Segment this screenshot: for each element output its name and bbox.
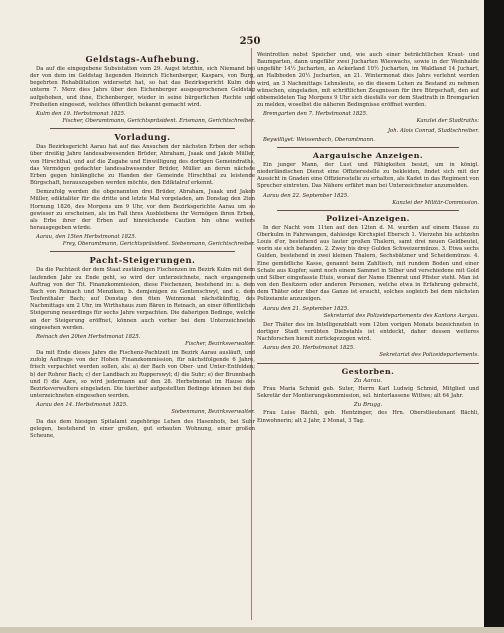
aargauische-paragraph: Ein junger Mann, der Lust und Fähigkeiten besizt, um in königl. niederländischen Dienst eine Offiziersstelle zu bekleiden, findet sich mit der Aussicht in Gnaden eine Offiziersstelle zu erhalten, als Kadet in das Regiment von Sprecher eintreten. Das Nähere erfährt man bei Unterzeichneter anzumelden. (257, 161, 479, 190)
section-heading-geldstags: Geldstags-Aufhebung. (85, 54, 200, 64)
polizei-date-1: Aarau den 21. September 1825. (263, 305, 349, 312)
section-heading-aargauische: Aargauische Anzeigen. (312, 150, 424, 160)
aargauische-signature: Kanzlei der Militär-Commission. (392, 199, 479, 206)
vorladung-paragraph-2: Demzufolg werden die obgenannten drei Brüder, Abraham, Jsaak und Jakob Müller, ediktaliter für die dritte und letzte Mal vorgeladen, am Donstag den 2ten Hornung 1826, des Morgens um 9 Uhr, vor dem Bezirksgerichte Aarau um so gewisser zu erscheinen, als im Fall ihres Ausbleibens ihr Vermögen ihren Erben, als Erbe ihrer der Erben auf hinreichende Caution hin ohne weiters herausgegeben würde. (30, 189, 255, 231)
section-rule (50, 251, 235, 252)
dark-page-edge (484, 0, 504, 633)
gestorben-paragraph-2: Frau Luise Bächli, geb. Hentzinger, des Hrn. Oberstlieutenant Bächli, Einwohnerin; alt 2 Jahr, 2 Monat, 3 Tag. (257, 410, 479, 424)
page-number: 250 (239, 36, 261, 47)
polizei-paragraph-2: Der Thäter des im Intelligenzblatt vom 12ten vorigen Monats bezeichneten in dortiger Stadt verübten Diebstahls ist entdeckt, daher dessen weiteres Nachforschen hiemit zurückgezogen wird. (257, 321, 479, 343)
geldstags-paragraph: Da auf die eingegebene Subsistation vom 29. Augst letzthin, sich Niemand bei der von dem im Geldstag liegenden Heinrich Eichenberger, Kaspars, von Burg, begehrten Rehabilitation widersetzt hat, so hat das Bezirksgericht Kulm den unterm 7. Merz dies Jahrs über den Eichenberger ausgesprochenen Geldstag aufgehoben, und ihne, Eichenberger, wieder in seine bürgerlichen Rechte und Freiheiten eingesezt, welches öffentlich bekannt gemacht wird. (30, 66, 255, 108)
polizei-paragraph-1: In der Nacht vom 11ten auf den 12ten d. M. wurden auf einem Hause zu Oberkulm in Fahrwangen, dahiesige Kirchspiel Ebersch 1. Vierzehn bis achtzehn Louis d'or, bestehend aus lauter großen Thalern, samt drei neuen Geldbeutel, worin sie sich befanden. 2. Zwey bis drey Gulden Schweizermünze. 3. Etwa sechs Gulden, bestehend in zwei kleinen Thalern, Sechsbätzner und Scheidemünze. 4. Eine gemüdliche Kasse, genannt beim Zahltisch, mit rundem Boden und einer Schale aus Kupfer, samt noch einem Sammet in Silber und verschiedene mit Gold und Silber eingefasste Etuis, worauf der Name Ebenrat und Pfister steht. Man ist von den Besitzern oder anderen Personen, welche etwa in Erfahrung gebracht, dem Thäter oder über das Ganze ist ersucht, solches sogleich bei dem nächsten Polizeiamte anzuzeigen. (257, 224, 479, 303)
section-rule (50, 128, 235, 129)
pacht-paragraph-1: Da die Pachtzeit der dem Staat zuständigen Fischenzen im Bezirk Kulm mit dem laufenden Jahr zu Ende geht, so wird der unterzeichnete, nach ergangenem Auftrag von der Tit. Finanzkommission, diese Fischenzen, bestehend in: a. dem Bach von Reinach und Menziken; b. demjenigen zu Gontenschwyl, und c. dem Teufenthaler Bach; auf Donstag den 6ten Weinmonat nächstkünftig, des Nachmittags um 2 Uhr, im Wirthshaus zum Bären in Reinach, an einer öffentlichen Steigerung neuerdings für sechs Jahre verpachten. Die daherigen Bedinge, welche an der Steigerung eröffnet, können auch vorher bei dem Unterzeichneten eingesehen werden. (30, 267, 255, 331)
section-heading-vorladung: Vorladung. (114, 132, 171, 143)
section-rule (277, 210, 459, 211)
lehen-paragraph: Weintrotten nebst Speicher und, wie auch einer beträchtlichen Kraut- und Baumgarten, dann ungefähr zwei Jucharten Wieswachs, sowie in der Weinhalde ungefähr 14½ Jucharten, an Ackerland 10½ Jucharten, im Waldland 14 Juchart, an Halbboden 20½ Jucharten, an 21. Wintermonat dies Jahrs verlehnt werden wird, an 3 Nachmittags Lehnsleute, so die diesem Lehen zu Bestand zu nehmen wünschen, eingeladen, mit schriftlichen Zeugnissen für ihre Bürgschaft, den auf obbemeldeten Tag Morgens 9 Uhr sich diesfalls vor dem Stadtrath in Bremgarten zu melden, woselbst die näheren Bedingnisse eröffnet werden. (257, 52, 479, 109)
pacht-paragraph-3: Da das dem hiesigen Spitalamt zugehörige Lehen des Hasenhofs, bei Suhr gelegen, bestehend in einer großen, gut erbauten Wohnung, einer großen Scheune, (30, 418, 255, 439)
bottom-page-edge (0, 627, 504, 633)
left-column (30, 52, 255, 622)
section-rule (277, 147, 459, 148)
polizei-signature-1: Sekretariat des Polizeidepartements des Kantons Aargau. (323, 312, 479, 319)
section-heading-polizei: Polizei-Anzeigen. (326, 213, 410, 223)
geldstags-signature: Fischer, Oberamtmann, Gerichtspräsident. Erismann, Gerichtschreiber. (62, 118, 255, 125)
pacht-date-1: Reinach den 20ten Herbstmonat 1825. (36, 333, 141, 340)
lehen-signature-2: Joh. Alois Conrad, Stadtschreiber. (387, 127, 479, 134)
lehen-signature-1: Kanzlei der Stadtraths: (416, 118, 479, 125)
pacht-date-2: Aarau den 14. Herbstmonat 1825. (36, 402, 128, 409)
vorladung-paragraph-1: Das Bezirksgericht Aarau hat auf das Ansuchen der nächsten Erben der schon über dreißig Jahre landesabwesenden Brüder, Abraham, Jsaak und Jakob Müller, von Hirschthal, und auf die Zugabe und Einwilligung des dortigen Gemeindraths, das Vermögen gedachter landesabwesender Brüder, Müller an deren nächste Erben gegen hinlängliche zu Handen der Gemeinde Hirschthal zu leistende Bürgschaft, herauszugeben werden möchte, den Ediktalruf erkennt. (30, 144, 255, 187)
lehen-date: Bremgarten den 7. Herbstmonat 1825. (263, 111, 368, 118)
vorladung-signature: Frey, Oberamtmann, Gerichtspräsident. Siebenmann, Gerichtschreiber. (62, 241, 255, 248)
geldstags-date: Kulm den 19. Herbstmonat 1825. (36, 110, 126, 117)
right-column (257, 52, 479, 622)
vorladung-date: Aarau, den 15ten Herbstmonat 1825. (36, 234, 137, 241)
polizei-date-2: Aarau den 20. Herbstmonat 1825. (263, 345, 355, 352)
section-heading-gestorben: Gestorben. (341, 366, 395, 376)
section-heading-pacht: Pacht-Steigerungen. (89, 255, 196, 266)
aargauische-date: Aarau den 22. September 1825. (263, 192, 349, 199)
gestorben-paragraph-1: Frau Maria Schmid geb. Suter, Herrn Karl Ludwig Schmid, Mitglied und Sekretär der Montierungskommission, sel. hinterlassene Wittwe; alt 64 Jahr. (257, 385, 479, 399)
pacht-signature-1: Fischer, Bezirksverwalter. (185, 341, 255, 347)
lehen-note: Beywilliget: Weissenbach, Oberamtmann. (263, 136, 375, 143)
pacht-paragraph-2: Da mit Ende dieses Jahrs die Fischenz-Pachtzeit im Bezirk Aarau ausläuft, und zufolg Auftrags von der Hohen Finanzkommission, für nächstfolgende 6 Jahre, frisch verpachtet werden sollen, als: a) der Bach von Ober- und Unter-Entfelden; b) der Rohrer Bach; c) der Landbach zu Rupperswyl; d) die Suhr; e) der Brunnbach und f) die Aare, so wird jedermann auf den 28. Herbstmonat im Hause des Bezirksverwalters eingeladen. Die hierüber aufgestellten Bedinge können bei dem unterzeichneten eingesehen werden. (30, 350, 255, 400)
polizei-signature-2: Sekretariat des Polizeidepartements. (379, 352, 479, 359)
gestorben-place-2: Zu Brugg. (353, 402, 383, 409)
section-rule (257, 363, 479, 364)
pacht-signature-2: Siebenmann, Bezirksverwalter. (171, 409, 255, 416)
gestorben-place-1: Zu Aarau. (353, 377, 383, 384)
